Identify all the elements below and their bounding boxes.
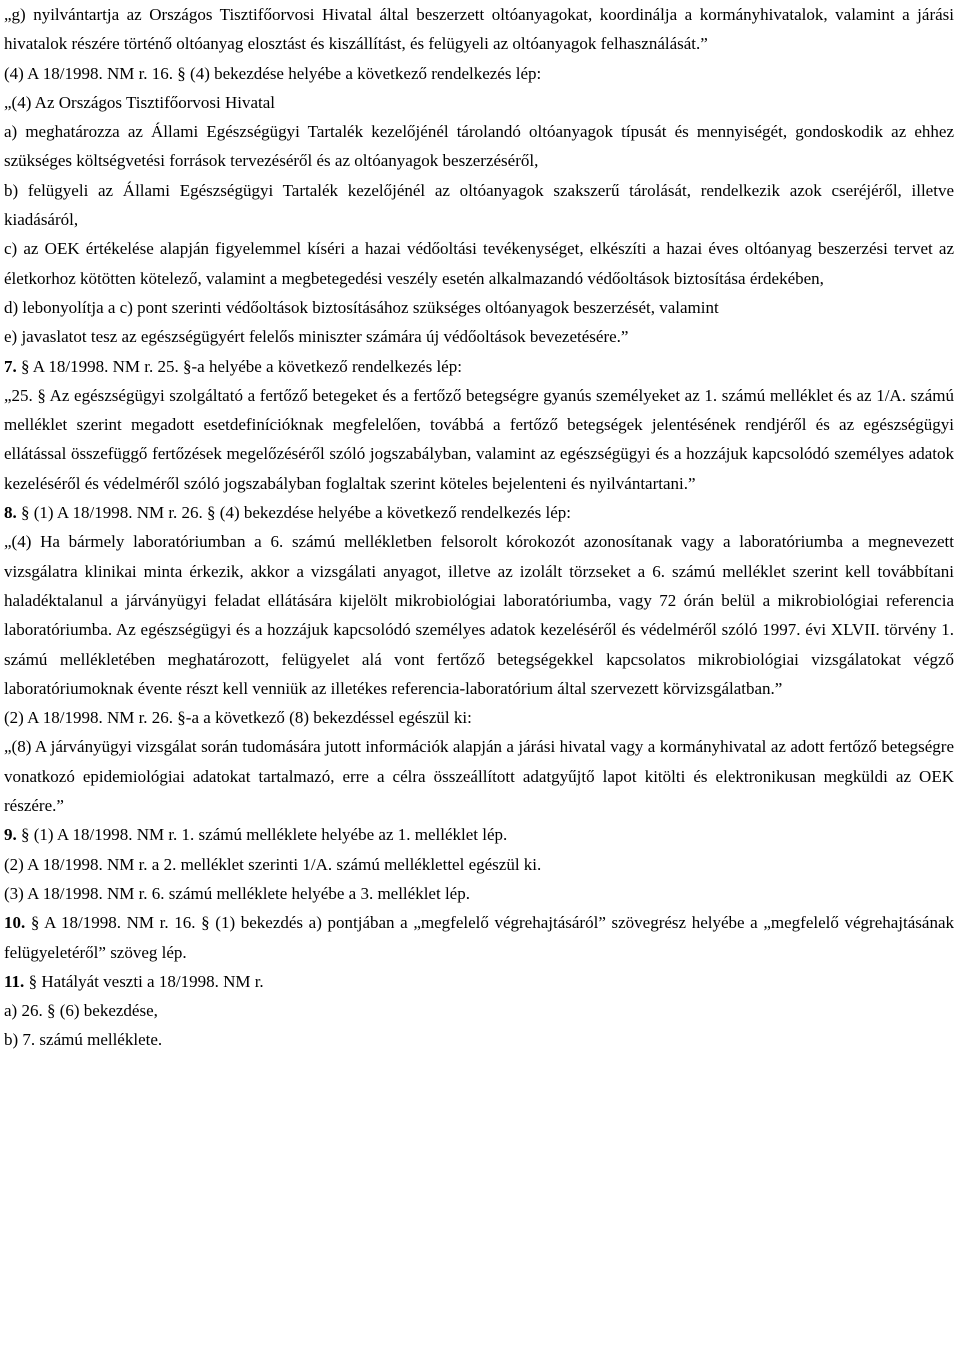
paragraph: „(4) Ha bármely laboratóriumban a 6. számú mellékletben felsorolt kórokozót azonosítanak vagy a laboratóriumba a megnevezett vizsgálatra klinikai minta érkezik, akkor a vizsgálati anyagot, illetve az izolált törzseket a 6. számú melléklet szerint kell továbbítani haladéktalanul a járványügyi feladat ellátására kijelölt mikrobiológiai laboratóriumba, vagy 72 órán belül a mikrobiológiai referencia laboratóriumba. Az egészségügyi és a hozzájuk kapcsolódó személyes adatok kezeléséről és védelméről szóló 1997. évi XLVII. törvény 1. számú mellékletében meghatározott, felügyelet alá vont fertőző betegségekkel kapcsolatos mikrobiológiai vizsgálatokat végző laboratóriumoknak évente részt kell venniük az illetékes referencia-laboratórium által szervezett körvizsgálatban.” — [4, 532, 954, 698]
section-heading-10: 10. § A 18/1998. NM r. 16. § (1) bekezdés a) pontjában a „megfelelő végrehajtásáról” szövegrész helyébe a „megfelelő végrehajtásának felügyeletéről” szöveg lép. — [4, 913, 954, 962]
paragraph: „(8) A járványügyi vizsgálat során tudomására jutott információk alapján a járási hivatal vagy a kormányhivatal az adott fertőző betegségre vonatkozó epidemiológiai adatokat tartalmazó, erre a célra összeállított adatgyűjtő lapot kitölti és elektronikusan megküldi az OEK részére.” — [4, 737, 954, 816]
section-heading-8: 8. § (1) A 18/1998. NM r. 26. § (4) bekezdése helyébe a következő rendelkezés lép: — [4, 503, 571, 523]
paragraph: (2) A 18/1998. NM r. a 2. melléklet szerinti 1/A. számú melléklettel egészül ki. — [4, 854, 542, 874]
paragraph: (2) A 18/1998. NM r. 26. §-a a következő (8) bekezdéssel egészül ki: — [4, 708, 472, 728]
section-number: 10. — [4, 913, 26, 933]
paragraph: c) az OEK értékelése alapján figyelemmel kíséri a hazai védőoltási tevékenységet, elkészíti a hazai éves oltóanyag beszerzési tervet az életkorhoz kötötten kötelező, valamint a megbetegedési veszély esetén alkalmazandó védőoltások biztosítása érdekében, — [4, 239, 954, 288]
section-heading-7: 7. § A 18/1998. NM r. 25. §-a helyébe a következő rendelkezés lép: — [4, 356, 462, 376]
paragraph: a) 26. § (6) bekezdése, — [4, 1001, 158, 1021]
paragraph: d) lebonyolítja a c) pont szerinti védőoltások biztosításához szükséges oltóanyagok beszerzését, valamint — [4, 297, 719, 317]
section-heading-9: 9. § (1) A 18/1998. NM r. 1. számú melléklete helyébe az 1. melléklet lép. — [4, 825, 508, 845]
paragraph: b) 7. számú melléklete. — [4, 1030, 163, 1050]
section-number: 8. — [4, 503, 17, 523]
document-body — [4, 0, 954, 1055]
section-number: 7. — [4, 356, 17, 376]
paragraph: b) felügyeli az Állami Egészségügyi Tartalék kezelőjénél az oltóanyagok szakszerű tárolását, rendelkezik azok cseréjéről, illetve kiadásáról, — [4, 180, 954, 230]
paragraph: „(4) Az Országos Tisztifőorvosi Hivatal — [4, 92, 276, 112]
paragraph: „25. § Az egészségügyi szolgáltató a fertőző betegeket és a fertőző betegségre gyanús személyeket az 1. számú melléklet és az 1/A. számú melléklet szerint megadott esetdefinícióknak megfelelően, továbbá a fertőző betegségek jelentésének rendjéről és az egészségügyi ellátással összefüggő fertőzések megelőzéséről szóló jogszabályban, valamint az egészségügyi és a hozzájuk kapcsolódó személyes adatok kezeléséről és védelméről szóló jogszabályban foglaltak szerint köteles bejelenteni és nyilvántartani.” — [4, 385, 954, 493]
section-heading-11: 11. § Hatályát veszti a 18/1998. NM r. — [4, 971, 264, 991]
section-number: 9. — [4, 825, 17, 845]
paragraph: e) javaslatot tesz az egészségügyért felelős miniszter számára új védőoltások bevezetésére.” — [4, 327, 629, 347]
paragraph: „g) nyilvántartja az Országos Tisztifőorvosi Hivatal által beszerzett oltóanyagokat, koordinálja a kormányhivatalok, valamint a járási hivatalok részére történő oltóanyag elosztást és kiszállítást, és felügyeli az oltóanyagok felhasználását.” — [4, 5, 954, 54]
paragraph: (3) A 18/1998. NM r. 6. számú melléklete helyébe a 3. melléklet lép. — [4, 883, 470, 903]
paragraph: a) meghatározza az Állami Egészségügyi Tartalék kezelőjénél tárolandó oltóanyagok típusát és mennyiségét, gondoskodik az ehhez szükséges költségvetési források tervezéséről és az oltóanyagok beszerzéséről, — [4, 122, 954, 171]
section-number: 11. — [4, 971, 25, 991]
paragraph: (4) A 18/1998. NM r. 16. § (4) bekezdése helyébe a következő rendelkezés lép: — [4, 63, 542, 83]
